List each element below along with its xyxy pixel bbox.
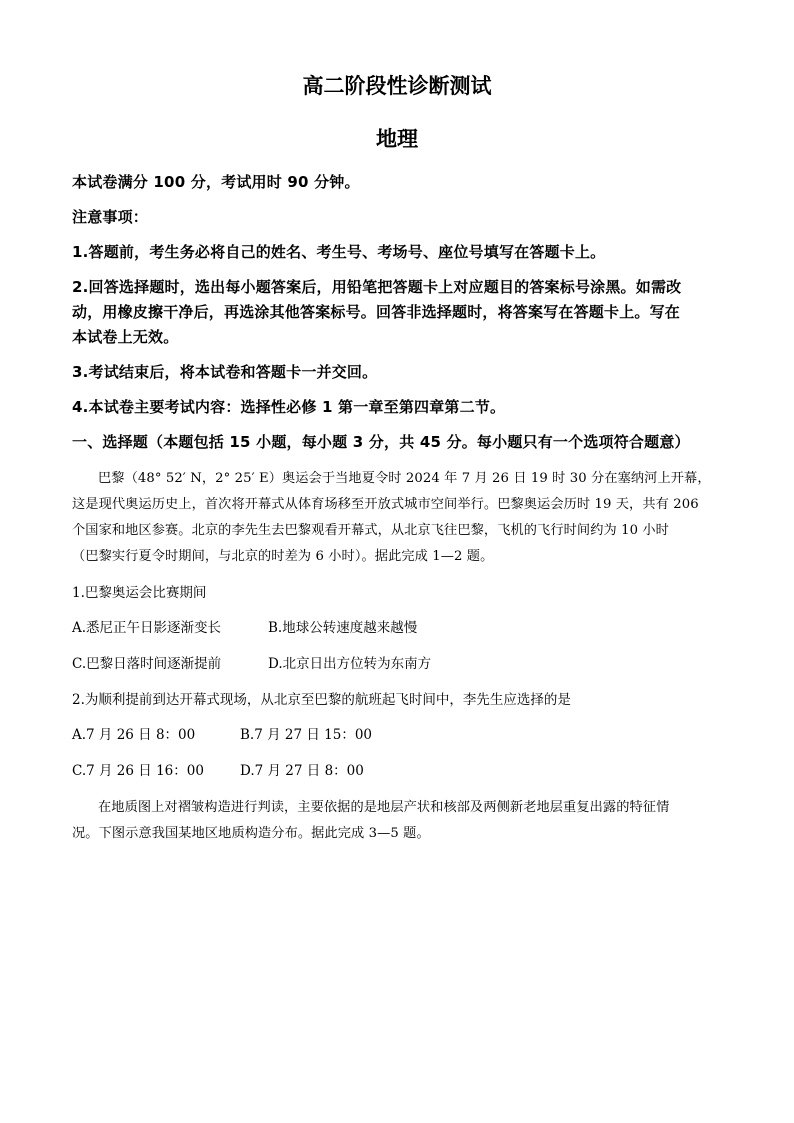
exam-title: 高二阶段性诊断测试 [302, 74, 492, 98]
question-1-stem: 1.巴黎奥运会比赛期间 [72, 585, 207, 601]
question-2-option-a: A.7 月 26 日 8：00 [72, 727, 196, 743]
note-2-line-2: 动，用橡皮擦干净后，再选涂其他答案标号。回答非选择题时，将答案写在答题卡上。写在 [72, 303, 681, 321]
question-1-option-c: C.巴黎日落时间逐渐提前 [72, 656, 222, 672]
question-2-option-b: B.7 月 27 日 15：00 [240, 727, 373, 743]
passage-2-line-1: 在地质图上对褶皱构造进行判读，主要依据的是地层产状和核部及两侧新老地层重复出露的特征情 [98, 800, 670, 815]
note-3: 3.考试结束后，将本试卷和答题卡一并交回。 [72, 363, 378, 381]
question-1-option-d: D.北京日出方位转为东南方 [268, 656, 432, 672]
note-4: 4.本试卷主要考试内容：选择性必修 1 第一章至第四章第二节。 [72, 398, 506, 416]
passage-1-line-3: 个国家和地区参赛。北京的李先生去巴黎观看开幕式，从北京飞往巴黎，飞机的飞行时间约为 10 小时 [72, 523, 669, 538]
question-2-option-c: C.7 月 26 日 16：00 [72, 763, 204, 779]
passage-2-line-2: 况。下图示意我国某地区地质构造分布。据此完成 3—5 题。 [72, 826, 430, 841]
question-1-option-b: B.地球公转速度越来越慢 [268, 620, 418, 636]
question-2-option-d: D.7 月 27 日 8：00 [240, 763, 364, 779]
passage-1-line-1: 巴黎（48° 52′ N，2° 25′ E）奥运会于当地夏令时 2024 年 7 月 26 日 19 时 30 分在塞纳河上开幕， [98, 471, 711, 486]
notice-title: 注意事项： [72, 208, 149, 226]
question-1-option-a: A.悉尼正午日影逐渐变长 [72, 620, 222, 636]
passage-1-line-2: 这是现代奥运历史上，首次将开幕式从体育场移至开放式城市空间举行。巴黎奥运会历时 19 天，共有 206 [72, 497, 699, 512]
subject-title: 地理 [376, 127, 418, 151]
note-2-line-1: 2.回答选择题时，选出每小题答案后，用铅笔把答题卡上对应题目的答案标号涂黑。如需改 [72, 278, 682, 296]
question-2-stem: 2.为顺利提前到达开幕式现场，从北京至巴黎的航班起飞时间中，李先生应选择的是 [72, 692, 571, 708]
section-heading: 一、选择题（本题包括 15 小题，每小题 3 分，共 45 分。每小题只有一个选项符合题意） [72, 433, 690, 451]
score-line: 本试卷满分 100 分，考试用时 90 分钟。 [72, 173, 360, 191]
passage-1-line-4: （巴黎实行夏令时期间，与北京的时差为 6 小时）。据此完成 1—2 题。 [72, 549, 494, 564]
note-1: 1.答题前，考生务必将自己的姓名、考生号、考场号、座位号填写在答题卡上。 [72, 243, 606, 261]
note-2-line-3: 本试卷上无效。 [72, 328, 179, 346]
